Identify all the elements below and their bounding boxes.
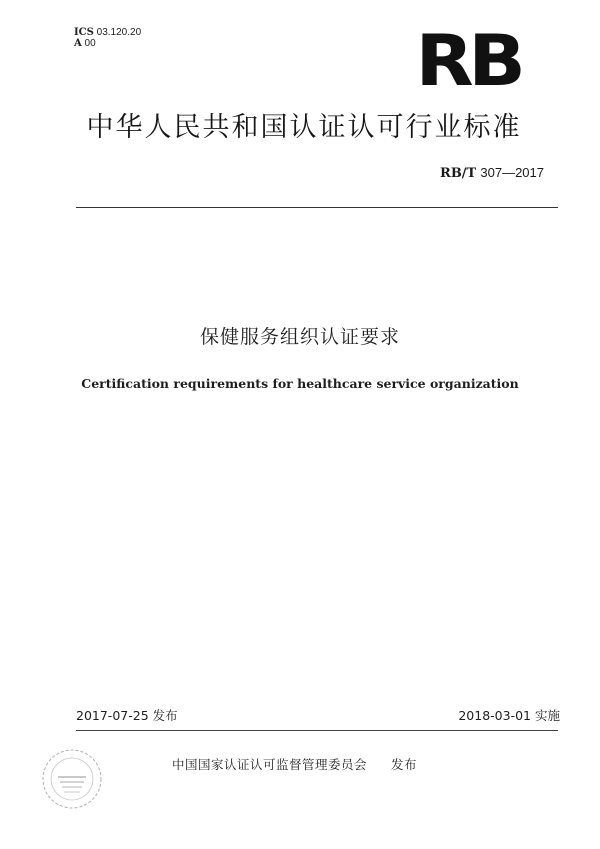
standard-number-prefix: RB/T — [440, 166, 477, 181]
seal-stamp-icon — [40, 747, 104, 811]
ics-label: ICS — [74, 27, 94, 38]
ccs-label: A — [74, 38, 82, 49]
issue-date — [76, 708, 178, 724]
ccs-code: 00 — [84, 38, 96, 49]
footer-divider — [76, 730, 558, 731]
ics-classification — [74, 27, 141, 38]
document-title-en: Certification requirements for healthcare service organization — [81, 376, 519, 391]
ccs-classification — [74, 38, 96, 49]
issuer-name: 中国国家认证认可监督管理委员会 — [172, 757, 368, 772]
implementation-date — [458, 708, 560, 724]
ics-code: 03.120.20 — [96, 27, 142, 38]
implementation-date-value: 2018-03-01 — [458, 708, 531, 723]
issuer-line — [172, 757, 417, 773]
header-divider — [76, 207, 558, 208]
issuer-action: 发布 — [391, 757, 418, 772]
document-title-zh: 保健服务组织认证要求 — [199, 326, 400, 348]
standard-category-title: 中华人民共和国认证认可行业标准 — [86, 112, 522, 143]
issue-date-suffix: 发布 — [152, 708, 178, 723]
issue-date-value: 2017-07-25 — [76, 708, 149, 723]
standard-number — [440, 165, 544, 182]
implementation-date-suffix: 实施 — [534, 708, 560, 723]
rb-logo: RB — [415, 20, 521, 102]
standard-number-value: 307—2017 — [480, 165, 544, 180]
